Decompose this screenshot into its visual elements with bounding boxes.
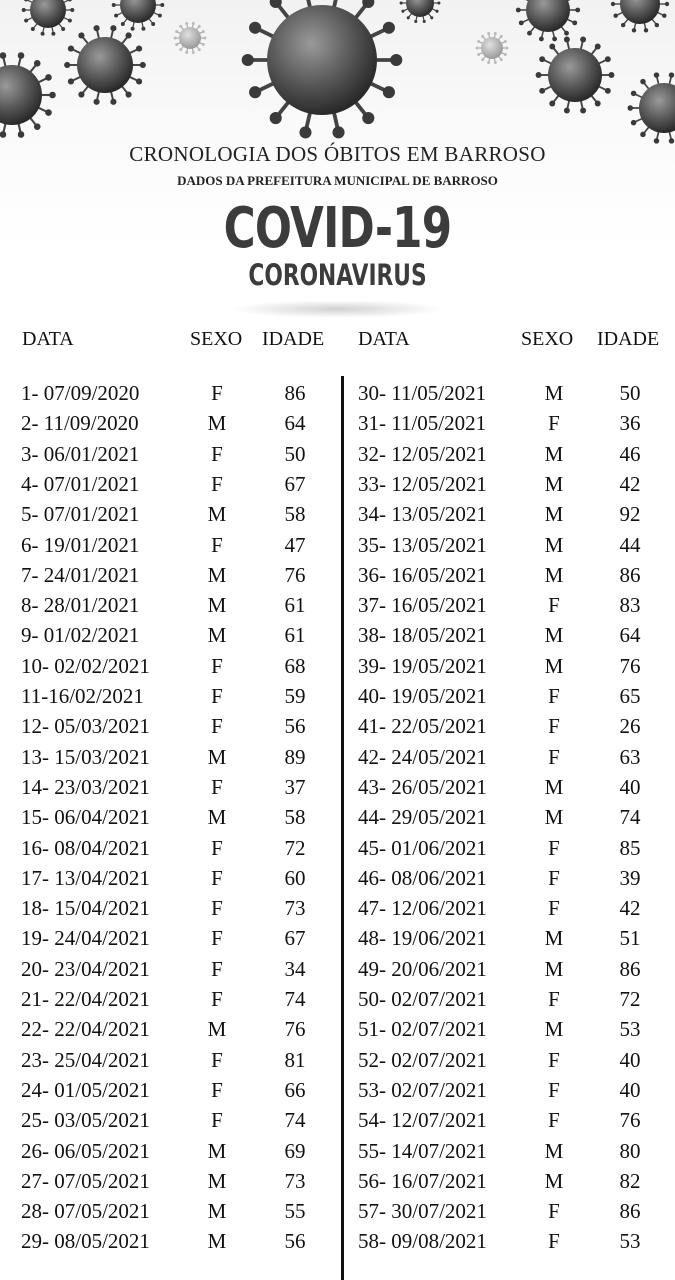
table-row <box>0 530 675 560</box>
date-cell: 2- 11/09/2020 <box>21 411 139 436</box>
sex-cell: M <box>207 744 227 769</box>
sex-cell: M <box>544 1138 564 1163</box>
date-cell: 16- 08/04/2021 <box>21 835 150 860</box>
age-cell: 44 <box>619 532 641 557</box>
table-row <box>0 408 675 438</box>
date-cell: 22- 22/04/2021 <box>21 1017 150 1042</box>
sex-cell: M <box>544 562 564 587</box>
date-cell: 21- 22/04/2021 <box>21 987 150 1011</box>
date-cell: 23- 25/04/2021 <box>21 1047 150 1072</box>
sex-cell: M <box>544 653 564 678</box>
sex-cell: F <box>211 774 223 799</box>
date-cell: 20- 23/04/2021 <box>21 956 150 981</box>
sex-cell: M <box>544 623 564 648</box>
age-cell: 26 <box>619 714 641 739</box>
date-cell: 8- 28/01/2021 <box>21 593 140 618</box>
sex-cell: F <box>548 744 560 769</box>
table-row <box>0 560 675 590</box>
date-cell: 26- 06/05/2021 <box>21 1138 150 1163</box>
sex-cell: F <box>211 1108 223 1133</box>
date-cell: 33- 12/05/2021 <box>358 471 487 496</box>
age-cell: 73 <box>284 1168 306 1193</box>
sex-cell: F <box>548 987 560 1011</box>
age-cell: 85 <box>619 835 641 860</box>
age-cell: 76 <box>619 1108 641 1133</box>
date-cell: 30- 11/05/2021 <box>358 381 487 405</box>
coronavirus-logo-text: CORONAVIRUS <box>248 258 427 292</box>
age-cell: 64 <box>619 623 641 648</box>
sex-cell: M <box>544 381 564 405</box>
sex-cell: F <box>211 987 223 1011</box>
table-row <box>0 711 675 741</box>
date-cell: 11-16/02/2021 <box>21 684 144 708</box>
sex-cell: M <box>207 411 227 436</box>
date-cell: 7- 24/01/2021 <box>21 562 140 587</box>
table-row <box>0 651 675 681</box>
date-cell: 41- 22/05/2021 <box>358 714 487 739</box>
sex-cell: M <box>207 502 227 527</box>
date-cell: 14- 23/03/2021 <box>21 774 150 799</box>
age-cell: 39 <box>619 865 641 890</box>
table-row <box>0 863 675 893</box>
date-cell: 52- 02/07/2021 <box>358 1047 487 1072</box>
age-cell: 80 <box>619 1138 641 1163</box>
age-cell: 46 <box>619 441 641 466</box>
date-cell: 34- 13/05/2021 <box>358 502 487 527</box>
sex-cell: F <box>548 411 560 436</box>
table-row <box>0 1136 675 1166</box>
left-header-data: DATA <box>22 328 74 350</box>
age-cell: 60 <box>284 865 306 890</box>
sex-cell: F <box>548 593 560 618</box>
age-cell: 37 <box>284 774 306 799</box>
sex-cell: M <box>207 623 227 648</box>
sex-cell: F <box>211 896 223 921</box>
age-cell: 83 <box>619 593 641 618</box>
table-row <box>0 893 675 923</box>
table-row <box>0 1105 675 1135</box>
age-cell: 50 <box>619 381 641 405</box>
age-cell: 47 <box>284 532 306 557</box>
table-row <box>0 1045 675 1075</box>
age-cell: 86 <box>284 381 306 405</box>
age-cell: 51 <box>619 926 641 951</box>
date-cell: 13- 15/03/2021 <box>21 744 150 769</box>
date-cell: 50- 02/07/2021 <box>358 987 487 1011</box>
table-row <box>0 469 675 499</box>
sex-cell: F <box>548 896 560 921</box>
age-cell: 63 <box>619 744 641 769</box>
age-cell: 42 <box>619 896 641 921</box>
date-cell: 3- 06/01/2021 <box>21 441 140 466</box>
table-row <box>0 1196 675 1226</box>
virus-particle-icon <box>611 0 669 33</box>
date-cell: 37- 16/05/2021 <box>358 593 487 618</box>
age-cell: 76 <box>619 653 641 678</box>
date-cell: 31- 11/05/2021 <box>358 411 487 436</box>
table-row <box>0 1226 675 1256</box>
age-cell: 66 <box>284 1077 306 1102</box>
age-cell: 86 <box>619 956 641 981</box>
table-row <box>0 923 675 953</box>
left-header-sexo: SEXO <box>190 328 243 350</box>
sex-cell: F <box>548 835 560 860</box>
table-row <box>0 954 675 984</box>
sex-cell: M <box>207 1199 227 1224</box>
virus-particle-icon <box>536 36 615 113</box>
date-cell: 12- 05/03/2021 <box>21 714 150 739</box>
sex-cell: M <box>544 502 564 527</box>
right-header-data: DATA <box>358 328 410 350</box>
table-row <box>0 742 675 772</box>
date-cell: 25- 03/05/2021 <box>21 1108 150 1133</box>
right-header-idade: IDADE <box>597 328 660 350</box>
date-cell: 24- 01/05/2021 <box>21 1077 150 1102</box>
sex-cell: M <box>207 1138 227 1163</box>
age-cell: 58 <box>284 805 306 830</box>
age-cell: 42 <box>619 471 641 496</box>
age-cell: 56 <box>284 1229 306 1254</box>
age-cell: 89 <box>284 744 306 769</box>
date-cell: 28- 07/05/2021 <box>21 1199 150 1224</box>
sex-cell: F <box>211 835 223 860</box>
sex-cell: M <box>207 593 227 618</box>
table-row <box>0 1014 675 1044</box>
table-row <box>0 620 675 650</box>
age-cell: 74 <box>619 805 641 830</box>
date-cell: 55- 14/07/2021 <box>358 1138 487 1163</box>
sex-cell: M <box>207 1168 227 1193</box>
date-cell: 44- 29/05/2021 <box>358 805 487 830</box>
virus-particle-icon <box>476 32 509 64</box>
sex-cell: M <box>544 532 564 557</box>
date-cell: 9- 01/02/2021 <box>21 623 140 648</box>
age-cell: 86 <box>619 562 641 587</box>
sex-cell: F <box>211 956 223 981</box>
right-header-sexo: SEXO <box>521 328 574 350</box>
sex-cell: M <box>544 471 564 496</box>
age-cell: 50 <box>284 441 306 466</box>
age-cell: 40 <box>619 1077 641 1102</box>
date-cell: 15- 06/04/2021 <box>21 805 150 830</box>
sex-cell: M <box>544 441 564 466</box>
left-header-idade: IDADE <box>262 328 325 350</box>
date-cell: 51- 02/07/2021 <box>358 1017 487 1042</box>
age-cell: 76 <box>284 562 306 587</box>
sex-cell: F <box>548 1047 560 1072</box>
age-cell: 36 <box>619 411 641 436</box>
age-cell: 72 <box>284 835 306 860</box>
virus-particle-icon <box>22 0 75 36</box>
sex-cell: M <box>544 956 564 981</box>
date-cell: 43- 26/05/2021 <box>358 774 487 799</box>
table-row <box>0 681 675 711</box>
table-row <box>0 439 675 469</box>
age-cell: 74 <box>284 987 306 1011</box>
sex-cell: M <box>544 926 564 951</box>
age-cell: 56 <box>284 714 306 739</box>
sex-cell: F <box>211 532 223 557</box>
date-cell: 53- 02/07/2021 <box>358 1077 487 1102</box>
table-row <box>0 1075 675 1105</box>
date-cell: 32- 12/05/2021 <box>358 441 487 466</box>
sex-cell: M <box>207 805 227 830</box>
age-cell: 53 <box>619 1229 641 1254</box>
age-cell: 58 <box>284 502 306 527</box>
date-cell: 1- 07/09/2020 <box>21 381 140 405</box>
sex-cell: F <box>548 1199 560 1224</box>
date-cell: 40- 19/05/2021 <box>358 684 487 708</box>
age-cell: 81 <box>284 1047 306 1072</box>
virus-particle-icon <box>174 22 207 54</box>
sex-cell: F <box>211 1077 223 1102</box>
page-subtitle: DADOS DA PREFEITURA MUNICIPAL DE BARROSO <box>177 173 498 188</box>
sex-cell: F <box>548 865 560 890</box>
table-row <box>0 1166 675 1196</box>
table-row <box>0 833 675 863</box>
virus-particle-icon <box>64 25 146 105</box>
sex-cell: M <box>544 774 564 799</box>
sex-cell: F <box>211 684 223 708</box>
page-title: CRONOLOGIA DOS ÓBITOS EM BARROSO <box>129 142 546 166</box>
sex-cell: F <box>548 1229 560 1254</box>
sex-cell: F <box>211 471 223 496</box>
virus-particle-icon <box>242 0 403 138</box>
date-cell: 39- 19/05/2021 <box>358 653 487 678</box>
virus-particle-icon <box>400 0 441 23</box>
sex-cell: F <box>211 381 223 405</box>
date-cell: 42- 24/05/2021 <box>358 744 487 769</box>
sex-cell: F <box>211 714 223 739</box>
date-cell: 36- 16/05/2021 <box>358 562 487 587</box>
age-cell: 53 <box>619 1017 641 1042</box>
date-cell: 46- 08/06/2021 <box>358 865 487 890</box>
date-cell: 48- 19/06/2021 <box>358 926 487 951</box>
age-cell: 67 <box>284 926 306 951</box>
date-cell: 17- 13/04/2021 <box>21 865 150 890</box>
age-cell: 68 <box>284 653 306 678</box>
table-row <box>0 590 675 620</box>
age-cell: 76 <box>284 1017 306 1042</box>
age-cell: 92 <box>619 502 641 527</box>
age-cell: 65 <box>619 684 641 708</box>
date-cell: 6- 19/01/2021 <box>21 532 140 557</box>
sex-cell: F <box>211 441 223 466</box>
age-cell: 69 <box>284 1138 306 1163</box>
date-cell: 5- 07/01/2021 <box>21 502 140 527</box>
date-cell: 27- 07/05/2021 <box>21 1168 150 1193</box>
age-cell: 59 <box>284 684 306 708</box>
date-cell: 19- 24/04/2021 <box>21 926 150 951</box>
date-cell: 57- 30/07/2021 <box>358 1199 487 1224</box>
table-row <box>0 772 675 802</box>
date-cell: 54- 12/07/2021 <box>358 1108 487 1133</box>
date-cell: 49- 20/06/2021 <box>358 956 487 981</box>
sex-cell: M <box>207 562 227 587</box>
logo-shadow <box>230 300 445 318</box>
table-row <box>0 984 675 1014</box>
age-cell: 34 <box>284 956 306 981</box>
date-cell: 58- 09/08/2021 <box>358 1229 487 1254</box>
covid-logo-text: COVID-19 <box>223 196 452 261</box>
virus-particle-icon <box>0 52 56 138</box>
age-cell: 55 <box>284 1199 306 1224</box>
sex-cell: M <box>544 1168 564 1193</box>
date-cell: 29- 08/05/2021 <box>21 1229 150 1254</box>
age-cell: 64 <box>284 411 306 436</box>
sex-cell: F <box>211 926 223 951</box>
sex-cell: F <box>548 714 560 739</box>
age-cell: 74 <box>284 1108 306 1133</box>
table-row <box>0 499 675 529</box>
age-cell: 61 <box>284 593 306 618</box>
age-cell: 40 <box>619 774 641 799</box>
table-row <box>0 802 675 832</box>
virus-particle-icon <box>112 0 165 31</box>
virus-particle-icon <box>516 0 580 41</box>
sex-cell: F <box>211 1047 223 1072</box>
sex-cell: M <box>544 805 564 830</box>
date-cell: 56- 16/07/2021 <box>358 1168 487 1193</box>
date-cell: 10- 02/02/2021 <box>21 653 150 678</box>
sex-cell: F <box>211 865 223 890</box>
date-cell: 47- 12/06/2021 <box>358 896 487 921</box>
date-cell: 35- 13/05/2021 <box>358 532 487 557</box>
date-cell: 45- 01/06/2021 <box>358 835 487 860</box>
date-cell: 4- 07/01/2021 <box>21 471 140 496</box>
table-row <box>0 378 675 408</box>
sex-cell: F <box>548 684 560 708</box>
age-cell: 73 <box>284 896 306 921</box>
age-cell: 72 <box>619 987 641 1011</box>
sex-cell: M <box>207 1017 227 1042</box>
sex-cell: M <box>207 1229 227 1254</box>
age-cell: 67 <box>284 471 306 496</box>
date-cell: 38- 18/05/2021 <box>358 623 487 648</box>
age-cell: 40 <box>619 1047 641 1072</box>
sex-cell: M <box>544 1017 564 1042</box>
header-banner <box>0 0 675 330</box>
age-cell: 86 <box>619 1199 641 1224</box>
date-cell: 18- 15/04/2021 <box>21 896 150 921</box>
sex-cell: F <box>211 653 223 678</box>
age-cell: 82 <box>619 1168 641 1193</box>
age-cell: 61 <box>284 623 306 648</box>
sex-cell: F <box>548 1108 560 1133</box>
sex-cell: F <box>548 1077 560 1102</box>
virus-particle-icon <box>628 72 675 143</box>
